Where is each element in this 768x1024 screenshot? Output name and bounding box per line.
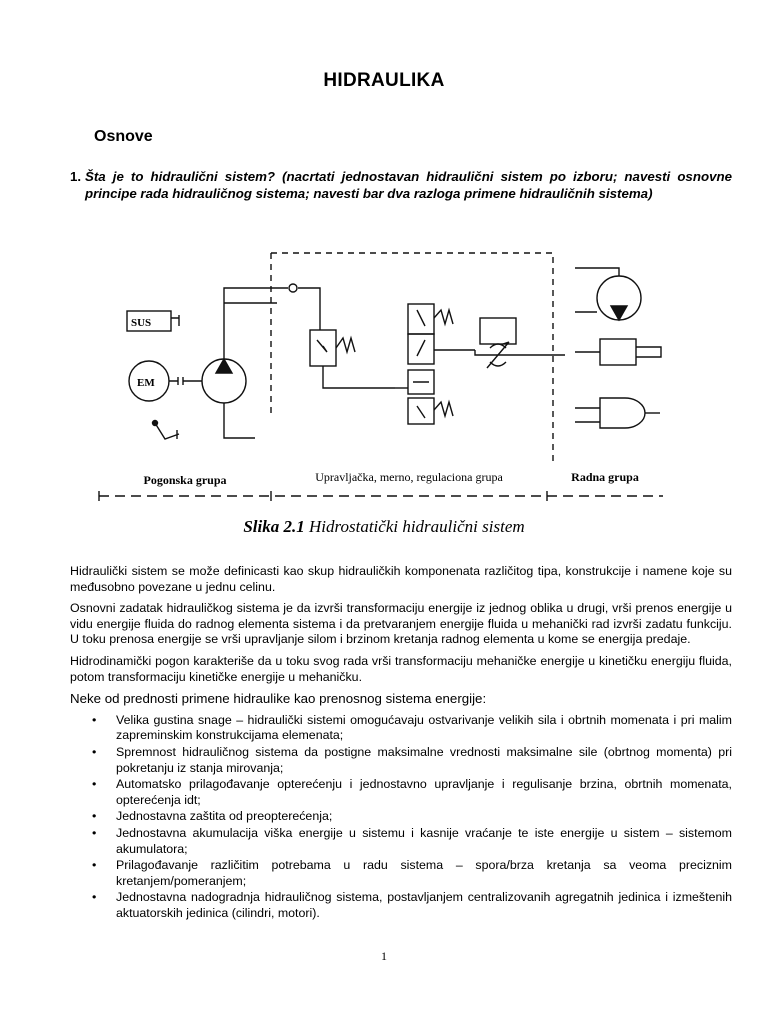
group-label-control: Upravljačka, merno, regulaciona grupa xyxy=(315,470,503,484)
list-intro: Neke od prednosti primene hidraulike kao prenosnog sistema energije: xyxy=(70,691,487,707)
advantages-list xyxy=(70,713,732,922)
valve-spring-top xyxy=(434,310,453,324)
bullet-icon: • xyxy=(92,890,97,905)
list-item: • Prilagođavanje različitim potrebama u radu sistema – spora/brza kretanja sa veoma preciznim kretanjem/pomeranjem; xyxy=(92,858,732,888)
throttle-box xyxy=(480,318,516,344)
sus-connector xyxy=(171,315,179,326)
bullet-icon: • xyxy=(92,712,97,727)
list-item: • Jednostavna akumulacija viška energije u sistemu i kasnije vraćanje te iste energije u sistem – sistemom akumulatora; xyxy=(92,825,732,856)
bullet-icon: • xyxy=(92,858,97,873)
hydraulic-system-diagram xyxy=(95,240,670,505)
section-heading: Osnove xyxy=(94,128,153,145)
group-label-work: Radna grupa xyxy=(571,470,639,484)
document-title: HIDRAULIKA xyxy=(323,70,445,91)
paragraph: Hidraulički sistem se može definicasti kao skup hidrauličkih komponenata različitog tipa, konstrukcije i namene koje su međusobno povezane u jednu celinu. xyxy=(70,564,732,594)
valve-spring-bottom xyxy=(434,402,453,416)
body-text xyxy=(70,564,732,922)
pump-arrow xyxy=(216,359,232,373)
control-group-boundary xyxy=(271,253,553,461)
list-item: • Jednostavna nadogradnja hidrauličnog sistema, postavljanjem centralizovanih agregatnih jedinica i izmeštenih aktuatorskih jedinica (cilindri, motori). xyxy=(92,890,732,920)
paragraph: Hidrodinamički pogon karakteriše da u toku svog rada vrši transformaciju mehaničke energije u kinetičku energiju fluida, potom transformaciju kinetičke energije u mehaničku. xyxy=(70,653,732,684)
return-line xyxy=(323,366,395,388)
question-1 xyxy=(70,168,732,202)
suction-line xyxy=(224,403,255,438)
em-coupling xyxy=(169,377,178,385)
list-item: • Automatsko prilagođavanje opterećenju i jednostavno upravljanje i regulisanje brzina, obrtnih momenata, opterećenja idt; xyxy=(92,777,732,807)
sus-label: SUS xyxy=(131,317,152,329)
em-label: EM xyxy=(137,377,155,389)
bullet-icon: • xyxy=(92,777,97,792)
question-number: 1. xyxy=(70,169,82,184)
list-item: • Velika gustina snage – hidraulički sistemi omogućavaju ostvarivanje velikih sila i obrtnih momenata i pri malim zapreminskim konstrukcijama elemenata; xyxy=(92,712,732,743)
list-item: • Spremnost hidrauličnog sistema da postigne maksimalne vrednosti maksimalne sile (obrtnog momenta) pri pokretanju iz stanja mirovanja; xyxy=(92,744,732,775)
bullet-icon: • xyxy=(92,809,97,824)
question-text: Šta je to hidraulični sistem? (nacrtati jednostavan hidraulični sistem po izboru; navesti osnovne principe rada hidrauličnog sistema; navesti bar dva razloga primene hidrauličnih sistema) xyxy=(85,169,732,201)
list-item: • Jednostavna zaštita od preopterećenja; xyxy=(92,809,333,824)
page-number: 1 xyxy=(381,949,387,963)
branch-line xyxy=(298,288,320,330)
motor-arrow xyxy=(611,306,627,320)
paragraph: Osnovni zadatak hidrauličkog sistema je da izvrši transformaciju energije iz jednog oblika u drugi, vrši prenos energije u vidu energije fluida do radnog elementa sistema i da pretvaranjem energije fluida u mehanički rad izvrši zadatu funkciju. U toku prenosa energije se vrši upravljanje silom i brzinom kretanja radnog elementa u kome se energija predaje. xyxy=(70,601,732,647)
lever-knob xyxy=(153,421,158,426)
caption-number: Slika 2.1 xyxy=(243,517,305,536)
check-valve-ball xyxy=(289,284,297,292)
hand-lever-symbol xyxy=(155,423,179,439)
cylinder-rod xyxy=(636,347,661,357)
rotary-actuator-symbol xyxy=(600,398,645,428)
caption-text: Hidrostatički hidraulični sistem xyxy=(309,517,525,536)
figure-caption xyxy=(0,517,768,537)
relief-valve-spring xyxy=(336,338,355,352)
pressure-line xyxy=(224,288,288,359)
cylinder-body xyxy=(600,339,636,365)
group-label-drive: Pogonska grupa xyxy=(143,473,227,487)
relief-valve-arrow xyxy=(317,340,327,352)
pump-shaft xyxy=(183,377,202,385)
bullet-icon: • xyxy=(92,825,97,840)
bullet-icon: • xyxy=(92,744,97,759)
